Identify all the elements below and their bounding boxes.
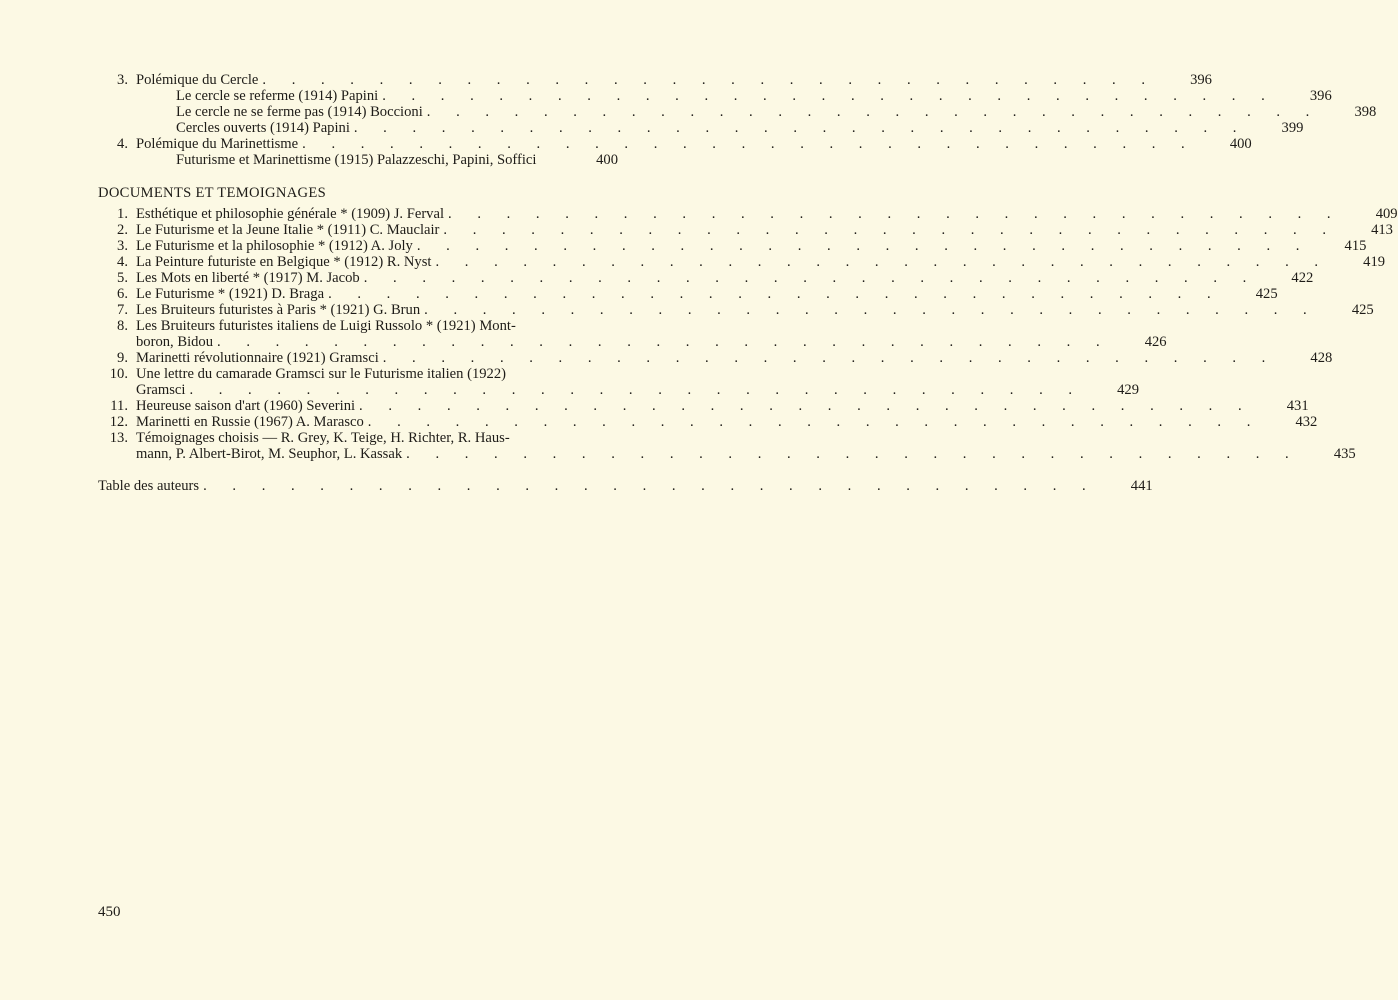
toc-entry <box>98 136 1252 152</box>
entry-title: Le Futurisme et la Jeune Italie * (1911) C. Mauclair <box>136 222 440 238</box>
toc-entry <box>98 270 1314 286</box>
entry-title: Futurisme et Marinettisme (1915) Palazzeschi, Papini, Soffici <box>176 152 537 168</box>
toc-entry <box>98 238 1367 254</box>
toc-subentry <box>98 120 1304 136</box>
entry-number: 10. <box>109 366 128 382</box>
dot-leader: . . . . . . . . . . . . . . . . . . . . . . . . . . . . . . . <box>406 446 1300 462</box>
entry-number: 5. <box>117 270 128 286</box>
toc-entry <box>98 72 1212 88</box>
dot-leader: . . . . . . . . . . . . . . . . . . . . . . . . . . . . . . . <box>359 398 1253 414</box>
entry-number: 3. <box>117 238 128 254</box>
entry-number: 9. <box>117 350 128 366</box>
toc-entry <box>98 206 1398 222</box>
entry-title: Les Bruiteurs futuristes italiens de Luigi Russolo * (1921) Mont- <box>136 318 516 334</box>
entry-page: 441 <box>1130 478 1153 494</box>
toc-subentry <box>98 104 1377 120</box>
entry-number: 4. <box>117 254 128 270</box>
dot-leader: . . . . . . . . . . . . . . . . . . . . . . . . . . . . . . . <box>424 302 1318 318</box>
entry-page: 396 <box>1309 88 1332 104</box>
toc-subentry <box>98 152 618 168</box>
entry-title: Polémique du Cercle <box>136 72 259 88</box>
entry-number: 11. <box>110 398 128 414</box>
entry-page: 399 <box>1281 120 1304 136</box>
dot-leader: . . . . . . . . . . . . . . . . . . . . . . . . . . . . . . . <box>302 136 1196 152</box>
entry-page: 413 <box>1371 222 1393 238</box>
entry-title: Cercles ouverts (1914) Papini <box>176 120 350 136</box>
entry-title: Témoignages choisis — R. Grey, K. Teige, H. Richter, R. Haus- <box>136 430 510 446</box>
dot-leader: . . . . . . . . . . . . . . . . . . . . . . . . . . . . . . . <box>416 238 1311 254</box>
entry-page: 415 <box>1344 238 1367 254</box>
toc-entry <box>98 366 1140 398</box>
dot-leader: . . . . . . . . . . . . . . . . . . . . . . . . . . . . . . . <box>203 478 1097 494</box>
dot-leader: . . . . . . . . . . . . . . . . . . . . . . . . . . . . . . . <box>382 350 1277 366</box>
entry-number: 6. <box>117 286 128 302</box>
entry-title: Heureuse saison d'art (1960) Severini <box>136 398 356 414</box>
section-heading: DOCUMENTS ET TEMOIGNAGES <box>98 185 327 201</box>
entry-number: 7. <box>117 302 128 318</box>
entry-page: 428 <box>1310 350 1333 366</box>
entry-number: 2. <box>117 222 128 238</box>
entry-title: Polémique du Marinettisme <box>136 136 299 152</box>
dot-leader: . . . . . . . . . . . . . . . . . . . . . . . . . . . . . . . <box>262 72 1156 88</box>
entry-title: Esthétique et philosophie générale * (1909) J. Ferval <box>136 206 445 222</box>
entry-number: 3. <box>117 72 128 88</box>
entry-title: Une lettre du camarade Gramsci sur le Futurisme italien (1922) <box>136 366 506 382</box>
toc-entry <box>98 350 1333 366</box>
toc-entry <box>98 398 1309 414</box>
toc-entry <box>98 254 1386 270</box>
table-of-contents <box>98 72 1398 494</box>
dot-leader: . . . . . . . . . . . . . . . . . . . . . . . . . . . . . . . <box>426 104 1321 120</box>
entry-page: 419 <box>1363 254 1386 270</box>
entry-page: 396 <box>1190 72 1212 88</box>
entry-page: 429 <box>1117 382 1140 398</box>
entry-title: Marinetti révolutionnaire (1921) Gramsci <box>136 350 379 366</box>
entry-page: 422 <box>1291 270 1314 286</box>
entry-number: 8. <box>117 318 128 334</box>
dot-leader: . . . . . . . . . . . . . . . . . . . . . . . . . . . . . . . <box>189 382 1084 398</box>
toc-entry <box>98 286 1278 302</box>
dot-leader: . . . . . . . . . . . . . . . . . . . . . . . . . . . . . . . <box>448 206 1342 222</box>
entry-title: Le Futurisme * (1921) D. Braga <box>136 286 325 302</box>
entry-number: 12. <box>109 414 128 430</box>
dot-leader: . . . . . . . . . . . . . . . . . . . . . . . . . . . . . . . <box>367 414 1262 430</box>
entry-page: 435 <box>1333 446 1356 462</box>
toc-entry-authors <box>98 478 1153 494</box>
dot-leader: . . . . . . . . . . . . . . . . . . . . . . . . . . . . . . . <box>328 286 1222 302</box>
entry-page: 398 <box>1354 104 1377 120</box>
entry-page: 400 <box>1229 136 1252 152</box>
entry-title-continuation: boron, Bidou <box>136 334 214 350</box>
entry-title: Table des auteurs <box>98 478 200 494</box>
entry-title: Les Bruiteurs futuristes à Paris * (1921) G. Brun <box>136 302 421 318</box>
entry-title: Le cercle se referme (1914) Papini <box>176 88 379 104</box>
entry-page: 426 <box>1144 334 1167 350</box>
entry-page: 425 <box>1351 302 1374 318</box>
entry-title: Marinetti en Russie (1967) A. Marasco <box>136 414 364 430</box>
entry-number: 4. <box>117 136 128 152</box>
dot-leader: . . . . . . . . . . . . . . . . . . . . . . . . . . . . . . . <box>435 254 1330 270</box>
entry-number: 13. <box>109 430 128 446</box>
entry-title: La Peinture futuriste en Belgique * (1912) R. Nyst <box>136 254 432 270</box>
dot-leader: . . . . . . . . . . . . . . . . . . . . . . . . . . . . . . . <box>382 88 1276 104</box>
dot-leader: . . . . . . . . . . . . . . . . . . . . . . . . . . . . . . . <box>217 334 1111 350</box>
page-number: 450 <box>98 904 121 920</box>
entry-number: 1. <box>117 206 128 222</box>
toc-entry <box>98 430 1356 462</box>
toc-entry <box>98 222 1393 238</box>
toc-entry <box>98 302 1374 318</box>
dot-leader: . . . . . . . . . . . . . . . . . . . . . . . . . . . . . . . <box>363 270 1258 286</box>
entry-page: 400 <box>596 152 618 168</box>
entry-title-continuation: Gramsci <box>136 382 186 398</box>
entry-page: 409 <box>1375 206 1398 222</box>
entry-title-continuation: mann, P. Albert-Birot, M. Seuphor, L. Kassak <box>136 446 403 462</box>
entry-page: 431 <box>1286 398 1309 414</box>
dot-leader: . . . . . . . . . . . . . . . . . . . . . . . . . . . . . . . <box>443 222 1337 238</box>
entry-title: Le Futurisme et la philosophie * (1912) A. Joly <box>136 238 413 254</box>
dot-leader: . . . . . . . . . . . . . . . . . . . . . . . . . . . . . . . <box>353 120 1248 136</box>
entry-title: Le cercle ne se ferme pas (1914) Boccioni <box>176 104 423 120</box>
toc-entry <box>98 414 1318 430</box>
entry-title: Les Mots en liberté * (1917) M. Jacob <box>136 270 360 286</box>
entry-page: 425 <box>1255 286 1278 302</box>
entry-page: 432 <box>1295 414 1318 430</box>
toc-entry <box>98 318 1167 350</box>
toc-subentry <box>98 88 1332 104</box>
